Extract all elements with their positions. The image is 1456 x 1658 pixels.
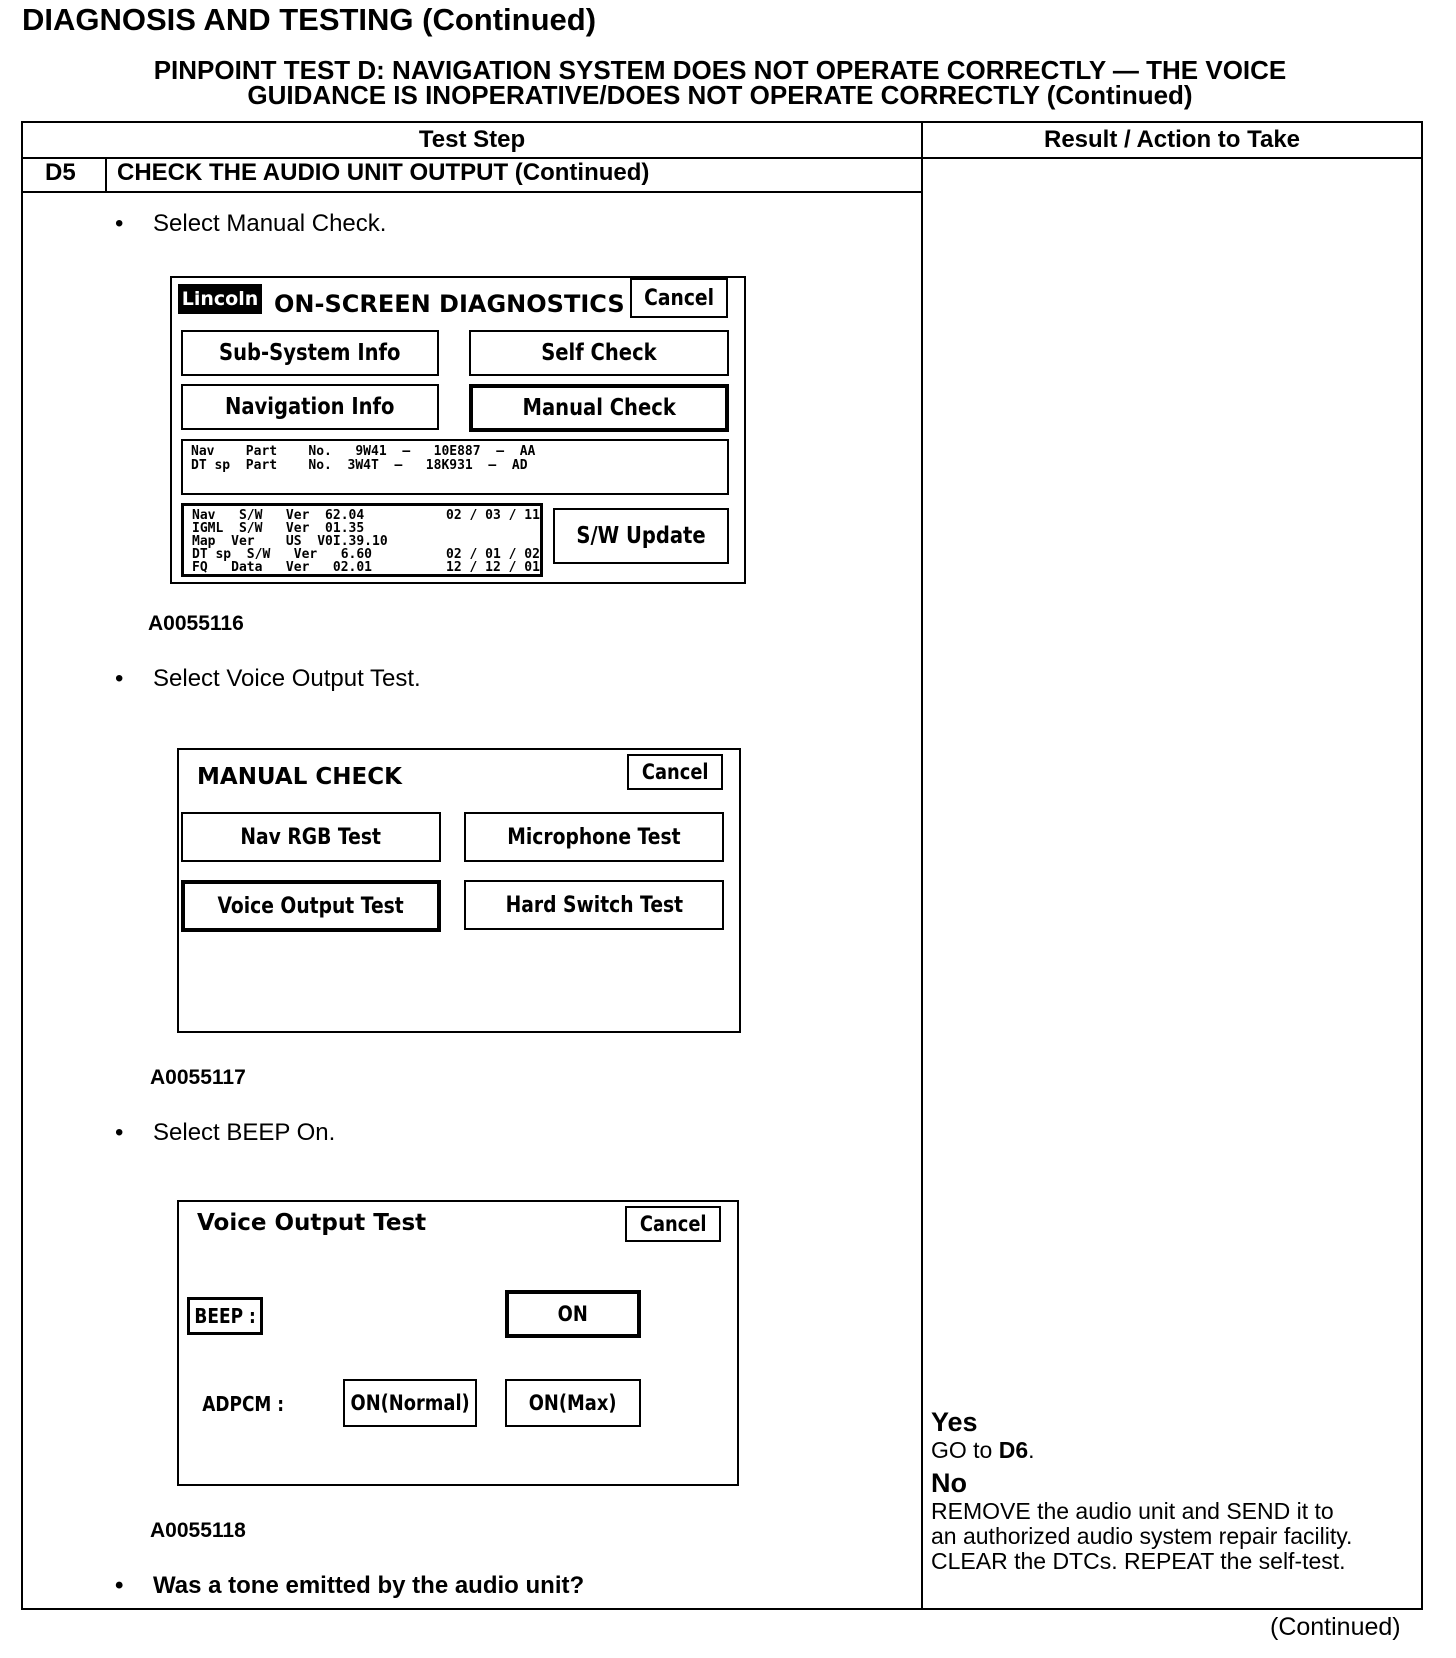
screen-title: MANUAL CHECK (197, 764, 402, 790)
dtsp-sw-version: DT sp S/W Ver 6.60 (192, 547, 373, 562)
map-version: Map Ver US V0I.39.10 (192, 534, 388, 549)
page-title: DIAGNOSIS AND TESTING (Continued) (22, 2, 597, 37)
microphone-test-button[interactable]: Microphone Test (464, 812, 724, 862)
software-version-panel (181, 503, 543, 577)
step-id: D5 (45, 159, 76, 186)
col-header-result: Result / Action to Take (1043, 126, 1301, 153)
col-header-test-step: Test Step (418, 126, 526, 153)
figure-id-3: A0055118 (150, 1519, 246, 1542)
step-row-divider (23, 191, 921, 193)
igml-sw-version: IGML S/W Ver 01.35 (192, 521, 365, 536)
beep-label: BEEP : (187, 1297, 263, 1335)
step-text-3: Select BEEP On. (153, 1119, 336, 1146)
figure-id-2: A0055117 (150, 1066, 246, 1089)
nav-rgb-test-button[interactable]: Nav RGB Test (181, 812, 441, 862)
step-bullet-4 (115, 1572, 584, 1600)
cancel-button[interactable]: Cancel (627, 754, 723, 790)
bullet-dot: • (115, 210, 124, 237)
beep-on-button[interactable]: ON (505, 1290, 641, 1338)
cancel-button[interactable]: Cancel (625, 1206, 721, 1242)
manual-check-screen (177, 748, 741, 1033)
sw-update-button[interactable]: S/W Update (553, 508, 729, 564)
figure-id-1: A0055116 (148, 612, 244, 635)
step-question: Was a tone emitted by the audio unit? (153, 1572, 585, 1599)
step-text-1: Select Manual Check. (153, 210, 387, 237)
adpcm-label: ADPCM : (202, 1392, 285, 1416)
hard-switch-test-button[interactable]: Hard Switch Test (464, 880, 724, 930)
screen-title: Voice Output Test (197, 1210, 427, 1236)
result-no-line2: an authorized audio system repair facility. (931, 1523, 1353, 1549)
step-id-divider (105, 157, 107, 193)
result-yes-action: GO to D6. (931, 1437, 1035, 1463)
result-no (931, 1468, 1411, 1574)
nav-sw-date: 02 / 03 / 11 (446, 508, 540, 523)
lincoln-logo: Lincoln (178, 284, 262, 314)
step-bullet-1 (115, 210, 386, 238)
adpcm-on-max-button[interactable]: ON(Max) (505, 1379, 641, 1427)
result-yes (931, 1407, 1411, 1463)
manual-check-button[interactable]: Manual Check (469, 384, 729, 432)
sub-system-info-button[interactable]: Sub-System Info (181, 330, 439, 376)
pinpoint-test-title-line1: PINPOINT TEST D: NAVIGATION SYSTEM DOES NOT OPERATE CORRECTLY — THE VOICE (153, 55, 1287, 85)
voice-output-test-screen (177, 1200, 739, 1486)
fq-data-date: 12 / 12 / 01 (446, 560, 540, 575)
result-no-line1: REMOVE the audio unit and SEND it to (931, 1498, 1334, 1524)
nav-sw-version: Nav S/W Ver 62.04 (192, 508, 365, 523)
dtsp-sw-date: 02 / 01 / 02 (446, 547, 540, 562)
navigation-info-button[interactable]: Navigation Info (181, 384, 439, 430)
cancel-button[interactable]: Cancel (630, 278, 728, 318)
self-check-button[interactable]: Self Check (469, 330, 729, 376)
bullet-dot: • (115, 665, 124, 692)
result-yes-label: Yes (931, 1407, 978, 1437)
voice-output-test-button[interactable]: Voice Output Test (181, 880, 441, 932)
step-bullet-3 (115, 1119, 335, 1147)
step-title: CHECK THE AUDIO UNIT OUTPUT (Continued) (117, 159, 650, 186)
on-screen-diagnostics-screen (170, 276, 746, 584)
fq-data-version: FQ Data Ver 02.01 (192, 560, 373, 575)
goto-step-link: D6 (998, 1437, 1029, 1463)
dtsp-part-number: DT sp Part No. 3W4T — 18K931 — AD (191, 458, 528, 473)
screen-title: ON-SCREEN DIAGNOSTICS (274, 290, 625, 318)
step-text-2: Select Voice Output Test. (153, 665, 421, 692)
bullet-dot: • (115, 1119, 124, 1146)
step-bullet-2 (115, 665, 421, 693)
result-no-line3: CLEAR the DTCs. REPEAT the self-test. (931, 1548, 1346, 1574)
nav-part-number: Nav Part No. 9W41 — 10E887 — AA (191, 444, 536, 459)
adpcm-on-normal-button[interactable]: ON(Normal) (343, 1379, 477, 1427)
result-no-label: No (931, 1468, 967, 1498)
pinpoint-test-title (60, 55, 1380, 110)
column-divider (921, 123, 923, 1608)
bullet-dot: • (115, 1572, 124, 1599)
pinpoint-test-title-line2: GUIDANCE IS INOPERATIVE/DOES NOT OPERATE CORRECTLY (Continued) (247, 80, 1193, 110)
part-number-panel (181, 439, 729, 495)
continued-footer: (Continued) (1270, 1613, 1401, 1641)
